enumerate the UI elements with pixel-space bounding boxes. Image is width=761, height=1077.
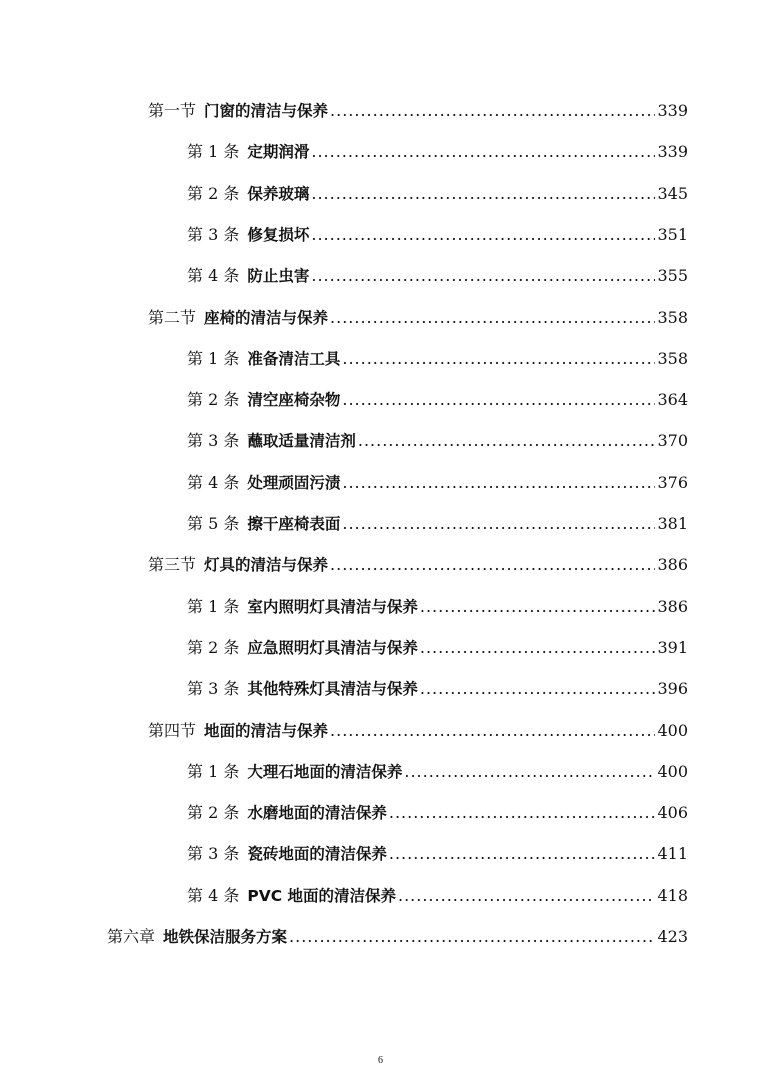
toc-leader-dots <box>342 387 655 413</box>
toc-leader-dots <box>342 346 655 372</box>
toc-entry[interactable] <box>107 924 688 950</box>
toc-leader-dots <box>311 181 655 207</box>
toc-leader-dots <box>289 924 655 950</box>
toc-entry-page: 358 <box>657 307 688 327</box>
toc-entry-page: 376 <box>657 472 688 492</box>
toc-entry-number: 第二节 <box>148 307 197 327</box>
toc-leader-dots <box>342 511 655 537</box>
toc-leader-dots <box>330 305 655 331</box>
toc-entry-number: 第 2 条 <box>187 803 240 823</box>
toc-entry-title: 地面的清洁与保养 <box>204 721 329 740</box>
toc-entry-number: 第一节 <box>148 101 197 120</box>
toc-entry-title: 修复损坏 <box>247 225 310 244</box>
toc-entry-number: 第四节 <box>148 720 197 740</box>
toc-entry-title: 应急照明灯具清洁与保养 <box>247 638 418 657</box>
toc-leader-dots <box>358 428 656 454</box>
toc-entry-page: 381 <box>657 514 688 533</box>
toc-entry-page: 396 <box>657 679 688 699</box>
toc-entry-title: 门窗的清洁与保养 <box>204 102 329 120</box>
toc-leader-dots <box>420 594 656 620</box>
toc-entry[interactable] <box>187 800 688 826</box>
toc-entry[interactable] <box>187 511 688 537</box>
page-number: 6 <box>378 1055 383 1066</box>
toc-entry-title: 防止虫害 <box>247 267 310 286</box>
toc-entry-number: 第 2 条 <box>187 637 240 657</box>
toc-entry[interactable] <box>187 428 688 454</box>
toc-entry-page: 364 <box>657 390 688 410</box>
toc-entry-page: 391 <box>657 637 688 657</box>
toc-entry-page: 386 <box>657 555 688 575</box>
toc-entry[interactable] <box>187 346 688 372</box>
toc-entry-title: 准备清洁工具 <box>247 349 341 368</box>
toc-entry-number: 第 4 条 <box>187 472 240 492</box>
toc-entry[interactable] <box>148 718 688 744</box>
toc-leader-dots <box>404 759 655 785</box>
toc-entry[interactable] <box>187 222 688 248</box>
toc-leader-dots <box>311 263 655 289</box>
toc-entry-title: 保养玻璃 <box>247 184 310 203</box>
toc-leader-dots <box>342 470 655 496</box>
toc-entry-page: 411 <box>657 844 688 864</box>
toc-entry-title: 蘸取适量清洁剂 <box>247 432 356 451</box>
toc-entry-number: 第 3 条 <box>187 224 240 244</box>
toc-entry-title: 处理顽固污渍 <box>247 473 341 492</box>
toc-entry-page: 400 <box>657 761 688 781</box>
toc-leader-dots <box>420 676 656 702</box>
toc-entry-page: 406 <box>657 803 688 823</box>
toc-entry-page: 370 <box>657 431 688 451</box>
toc-entry[interactable] <box>187 139 688 165</box>
toc-entry-title: 室内照明灯具清洁与保养 <box>247 597 418 616</box>
toc-entry-number: 第 1 条 <box>187 348 240 368</box>
toc-entry-number: 第 3 条 <box>187 844 240 864</box>
toc-entry-number: 第 2 条 <box>187 183 240 203</box>
toc-entry-page: 339 <box>657 142 688 162</box>
toc-entry[interactable] <box>187 594 688 620</box>
toc-entry[interactable] <box>187 263 688 289</box>
toc-entry-page: 345 <box>657 183 688 203</box>
toc-entry-page: 351 <box>657 224 688 244</box>
toc-entry-number: 第 1 条 <box>187 596 240 616</box>
toc-entry-number: 第 1 条 <box>187 761 240 781</box>
toc-entry[interactable] <box>187 883 688 909</box>
toc-entry-number: 第六章 <box>107 927 156 946</box>
toc-entry[interactable] <box>187 470 688 496</box>
toc-entry-number: 第三节 <box>148 555 197 575</box>
toc-entry-title: PVC 地面的清洁保养 <box>247 886 396 905</box>
toc-leader-dots <box>330 98 655 124</box>
toc-leader-dots <box>420 635 656 661</box>
toc-entry-number: 第 3 条 <box>187 431 240 451</box>
toc-entry[interactable] <box>187 676 688 702</box>
toc-entry-page: 358 <box>657 348 688 368</box>
toc-leader-dots <box>311 139 655 165</box>
toc-entry[interactable] <box>187 841 688 867</box>
toc-leader-dots <box>330 552 655 578</box>
toc-entry[interactable] <box>148 552 688 578</box>
toc-entry[interactable] <box>187 181 688 207</box>
toc-entry-page: 355 <box>657 266 688 286</box>
toc-entry-number: 第 5 条 <box>187 514 240 533</box>
toc-leader-dots <box>330 718 655 744</box>
toc-entry-title: 其他特殊灯具清洁与保养 <box>247 680 418 699</box>
toc-entry-title: 座椅的清洁与保养 <box>204 308 329 327</box>
toc-entry-page: 423 <box>657 927 688 946</box>
toc-entry[interactable] <box>148 98 688 124</box>
toc-entry-number: 第 4 条 <box>187 266 240 286</box>
toc-entry[interactable] <box>148 305 688 331</box>
toc-entry-page: 386 <box>657 596 688 616</box>
toc-entry-page: 418 <box>657 885 688 905</box>
toc-entry[interactable] <box>187 759 688 785</box>
toc-entry-title: 地铁保洁服务方案 <box>163 928 288 946</box>
toc-entry-number: 第 4 条 <box>187 885 240 905</box>
toc-leader-dots <box>311 222 655 248</box>
toc-entry-title: 水磨地面的清洁保养 <box>247 804 387 823</box>
toc-entry-title: 擦干座椅表面 <box>247 515 341 533</box>
toc-entry-title: 清空座椅杂物 <box>247 391 341 410</box>
toc-entry-title: 大理石地面的清洁保养 <box>247 762 403 781</box>
toc-entry-number: 第 3 条 <box>187 679 240 699</box>
toc-leader-dots <box>389 841 656 867</box>
toc-entry[interactable] <box>187 635 688 661</box>
toc-entry-number: 第 1 条 <box>187 142 240 162</box>
toc-leader-dots <box>389 800 656 826</box>
toc-entry-title: 定期润滑 <box>247 143 310 162</box>
toc-entry-page: 339 <box>657 101 688 120</box>
toc-entry-number: 第 2 条 <box>187 390 240 410</box>
toc-entry-title: 瓷砖地面的清洁保养 <box>247 845 387 864</box>
toc-entry[interactable] <box>187 387 688 413</box>
toc-entry-page: 400 <box>657 720 688 740</box>
toc-entry-title: 灯具的清洁与保养 <box>204 556 329 575</box>
toc-leader-dots <box>398 883 655 909</box>
